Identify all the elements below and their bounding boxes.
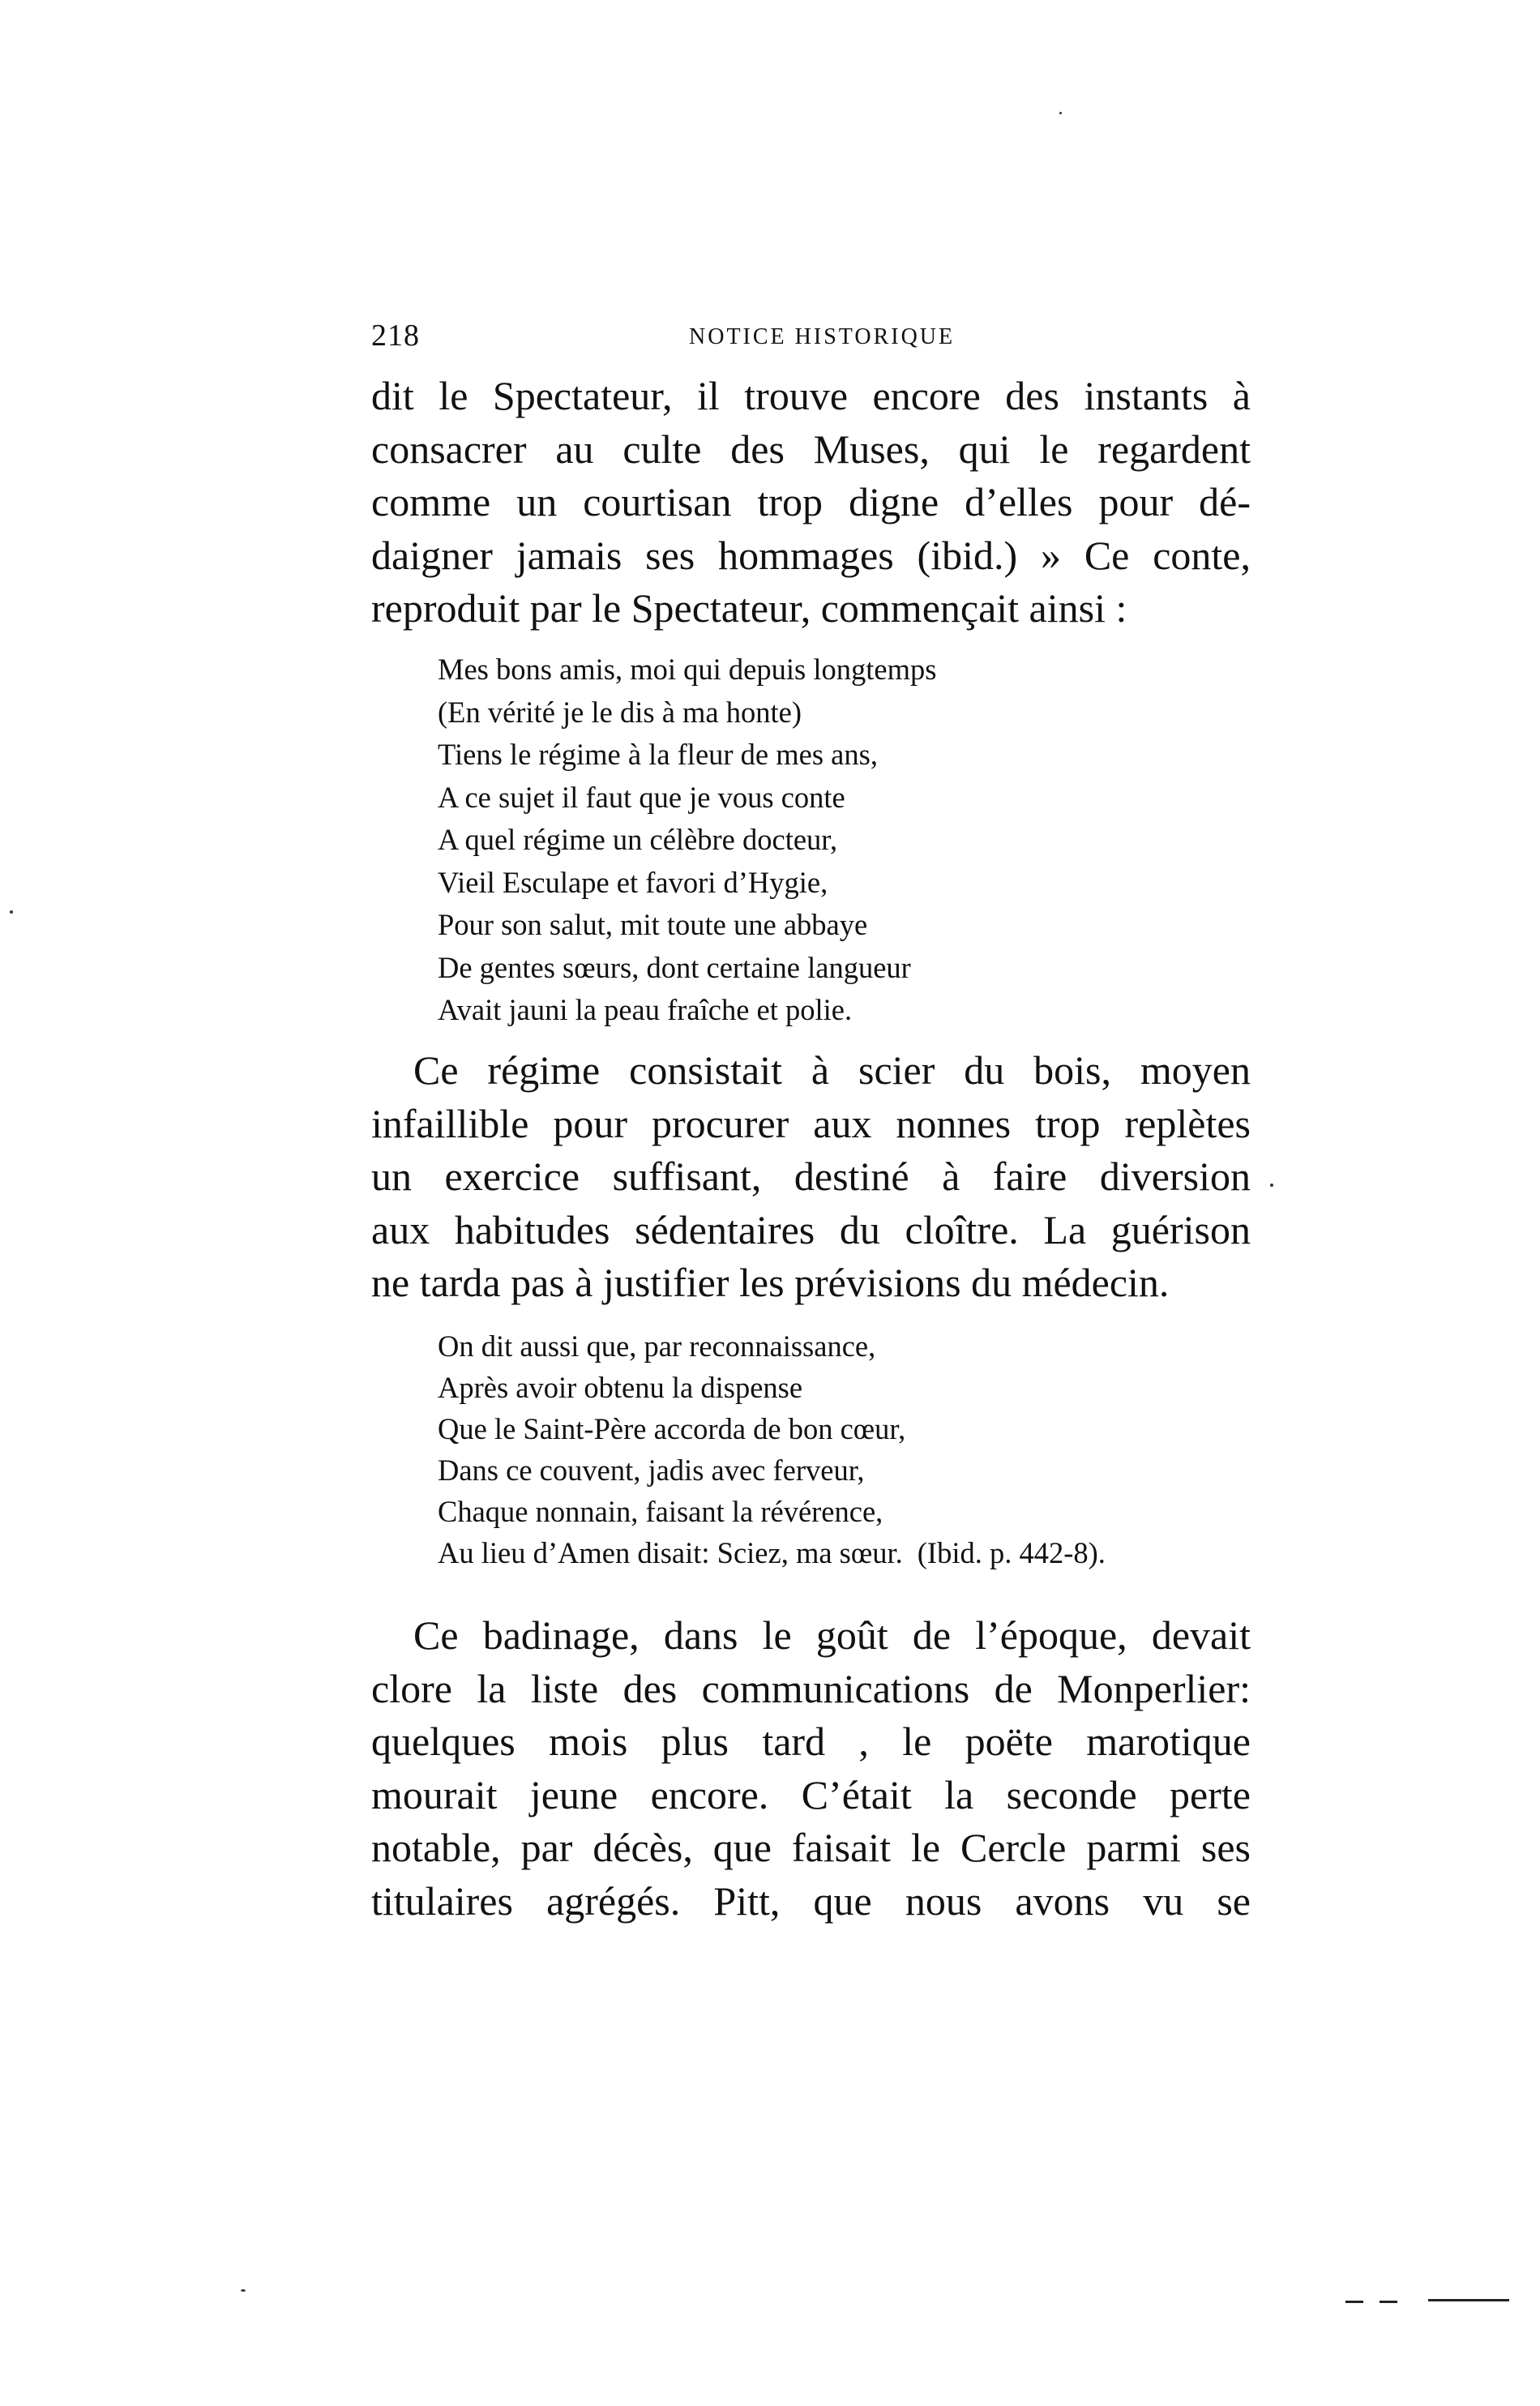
scan-edge-mark [1345,2301,1363,2303]
paragraph-line: comme un courtisan trop digne d’elles pour dé- [371,479,1251,524]
paragraph-line: reproduit par le Spectateur, commençait ainsi : [371,585,1127,631]
paragraph-line: quelques mois plus tard , le poëte marotique [371,1719,1251,1764]
paragraph-line: un exercice suffisant, destiné à faire diversion [371,1154,1251,1199]
paragraph-line: consacrer au culte des Muses, qui le regardent [371,426,1251,472]
paragraph-line: infaillible pour procurer aux nonnes trop replètes [371,1100,1251,1146]
scan-speck [241,2289,246,2292]
scan-speck [10,910,13,914]
verse-line: Pour son salut, mit toute une abbaye [438,908,868,941]
verse-line: Mes bons amis, moi qui depuis longtemps [438,653,937,686]
verse-line: A quel régime un célèbre docteur, [438,823,838,856]
paragraph-3 [371,1609,1251,1928]
verse-line: De gentes sœurs, dont certaine langueur [438,950,911,984]
page-header [371,318,1255,358]
verse-line: Après avoir obtenu la dispense [438,1371,803,1404]
paragraph-line: Ce badinage, dans le goût de l’époque, devait [413,1612,1251,1658]
paragraph-1 [371,370,1251,636]
verse-line: A ce sujet il faut que je vous conte [438,780,845,814]
verse-line: Chaque nonnain, faisant la révérence, [438,1495,883,1528]
verse-block-1 [438,649,936,1032]
paragraph-line: titulaires agrégés. Pitt, que nous avons vu se [371,1877,1251,1924]
verse-line: On dit aussi que, par reconnaissance, [438,1329,876,1363]
verse-line: Vieil Esculape et favori d’Hygie, [438,865,828,899]
verse-line: Au lieu d’Amen disait: Sciez, ma sœur. [438,1536,903,1569]
verse-block-2 [438,1325,1106,1573]
scan-speck [1270,1184,1273,1187]
running-head: NOTICE HISTORIQUE [689,324,956,349]
verse-line: (En vérité je le dis à ma honte) [438,695,802,729]
paragraph-line: notable, par décès, que faisait le Cercle parmi ses [371,1825,1251,1870]
scan-edge-mark [1428,2299,1509,2301]
paragraph-line: aux habitudes sédentaires du cloître. La guérison [371,1206,1251,1252]
verse-line: Que le Saint-Père accorda de bon cœur, [438,1412,906,1445]
paragraph-line: clore la liste des communications de Monperlier: [371,1665,1251,1711]
citation: (Ibid. p. 442-8). [917,1536,1106,1569]
paragraph-line: daigner jamais ses hommages (ibid.) » Ce conte, [371,532,1251,578]
verse-line-with-citation [438,1532,1106,1573]
paragraph-2 [371,1044,1251,1310]
paragraph-line: dit le Spectateur, il trouve encore des instants à [371,373,1251,418]
verse-line: Dans ce couvent, jadis avec ferveur, [438,1453,865,1487]
paragraph-line: Ce régime consistait à scier du bois, moyen [413,1047,1251,1093]
paragraph-line: ne tarda pas à justifier les prévisions du médecin. [371,1260,1170,1305]
page-number: 218 [371,319,420,353]
paragraph-line: mourait jeune encore. C’était la seconde perte [371,1771,1251,1817]
verse-line: Tiens le régime à la fleur de mes ans, [438,738,878,771]
verse-line: Avait jauni la peau fraîche et polie. [438,993,853,1026]
scan-edge-mark [1380,2301,1397,2303]
scan-speck [1059,112,1062,114]
